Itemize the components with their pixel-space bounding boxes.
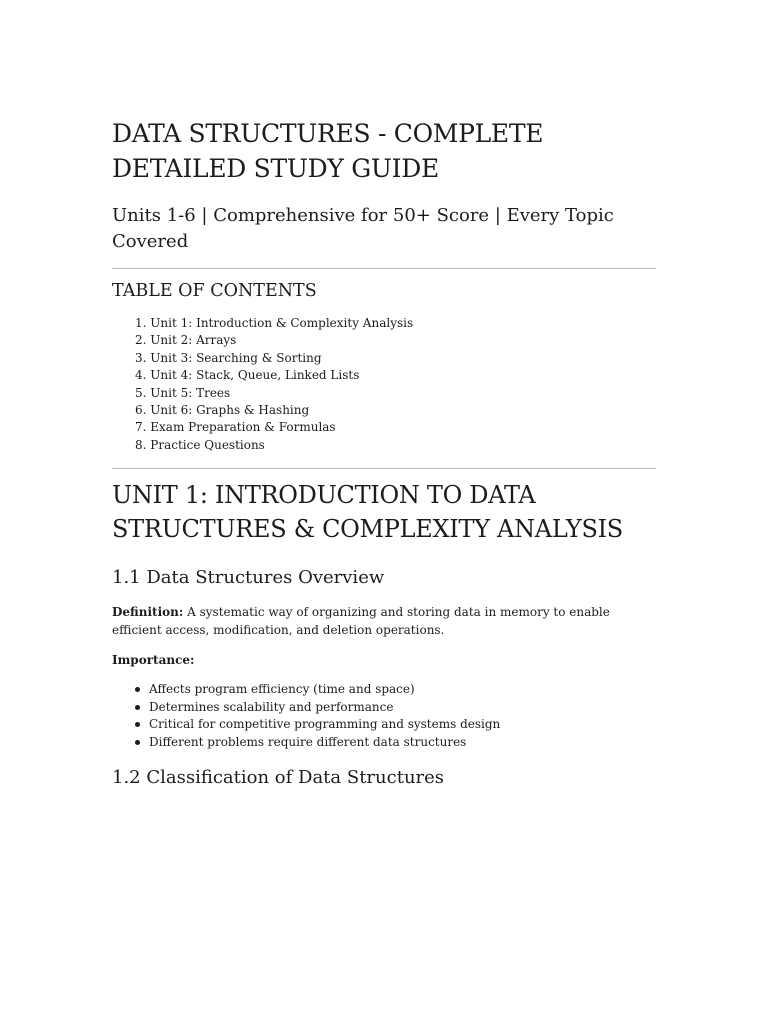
toc-item: 2. Unit 2: Arrays	[135, 333, 237, 348]
importance-label: Importance:	[112, 653, 195, 667]
toc-item: 6. Unit 6: Graphs & Hashing	[135, 403, 310, 418]
unit-1-heading: UNIT 1: INTRODUCTION TO DATA STRUCTURES & COMPLEXITY ANALYSIS	[112, 481, 623, 543]
section-1-2-heading: 1.2 Classification of Data Structures	[112, 767, 445, 788]
toc-item: 7. Exam Preparation & Formulas	[135, 420, 336, 435]
definition-label: Definition:	[112, 605, 184, 619]
toc-item: 8. Practice Questions	[135, 437, 265, 452]
list-item-text: Different problems require different data structures	[149, 734, 467, 749]
toc-item: 4. Unit 4: Stack, Queue, Linked Lists	[135, 368, 360, 383]
list-item-text: Determines scalability and performance	[149, 699, 394, 714]
definition-paragraph	[112, 603, 656, 639]
list-item	[135, 716, 500, 734]
toc-item: 1. Unit 1: Introduction & Complexity Analysis	[135, 316, 414, 330]
bullet-icon	[135, 687, 140, 692]
toc-item: 5. Unit 5: Trees	[135, 385, 231, 400]
list-item	[135, 699, 500, 717]
importance-paragraph	[112, 651, 656, 669]
bullet-icon	[135, 740, 140, 745]
list-item-text: Critical for competitive programming and systems design	[149, 717, 501, 731]
list-item-text: Affects program efficiency (time and space)	[149, 682, 415, 696]
document-title: DATA STRUCTURES - COMPLETE DETAILED STUDY GUIDE	[112, 119, 544, 183]
definition-text: A systematic way of organizing and storing data in memory to enable efficient access, modification, and deletion operations.	[112, 605, 610, 637]
bullet-icon	[135, 705, 140, 710]
list-item	[135, 734, 500, 752]
bullet-icon	[135, 722, 140, 727]
section-1-1-heading: 1.1 Data Structures Overview	[112, 567, 385, 588]
divider	[112, 268, 656, 269]
divider	[112, 468, 656, 469]
toc-item: 3. Unit 3: Searching & Sorting	[135, 350, 322, 365]
toc-heading: TABLE OF CONTENTS	[112, 281, 317, 301]
toc-list	[135, 315, 413, 454]
importance-list	[135, 681, 500, 751]
document-subtitle: Units 1-6 | Comprehensive for 50+ Score | Every Topic Covered	[112, 205, 614, 252]
list-item	[135, 681, 500, 699]
